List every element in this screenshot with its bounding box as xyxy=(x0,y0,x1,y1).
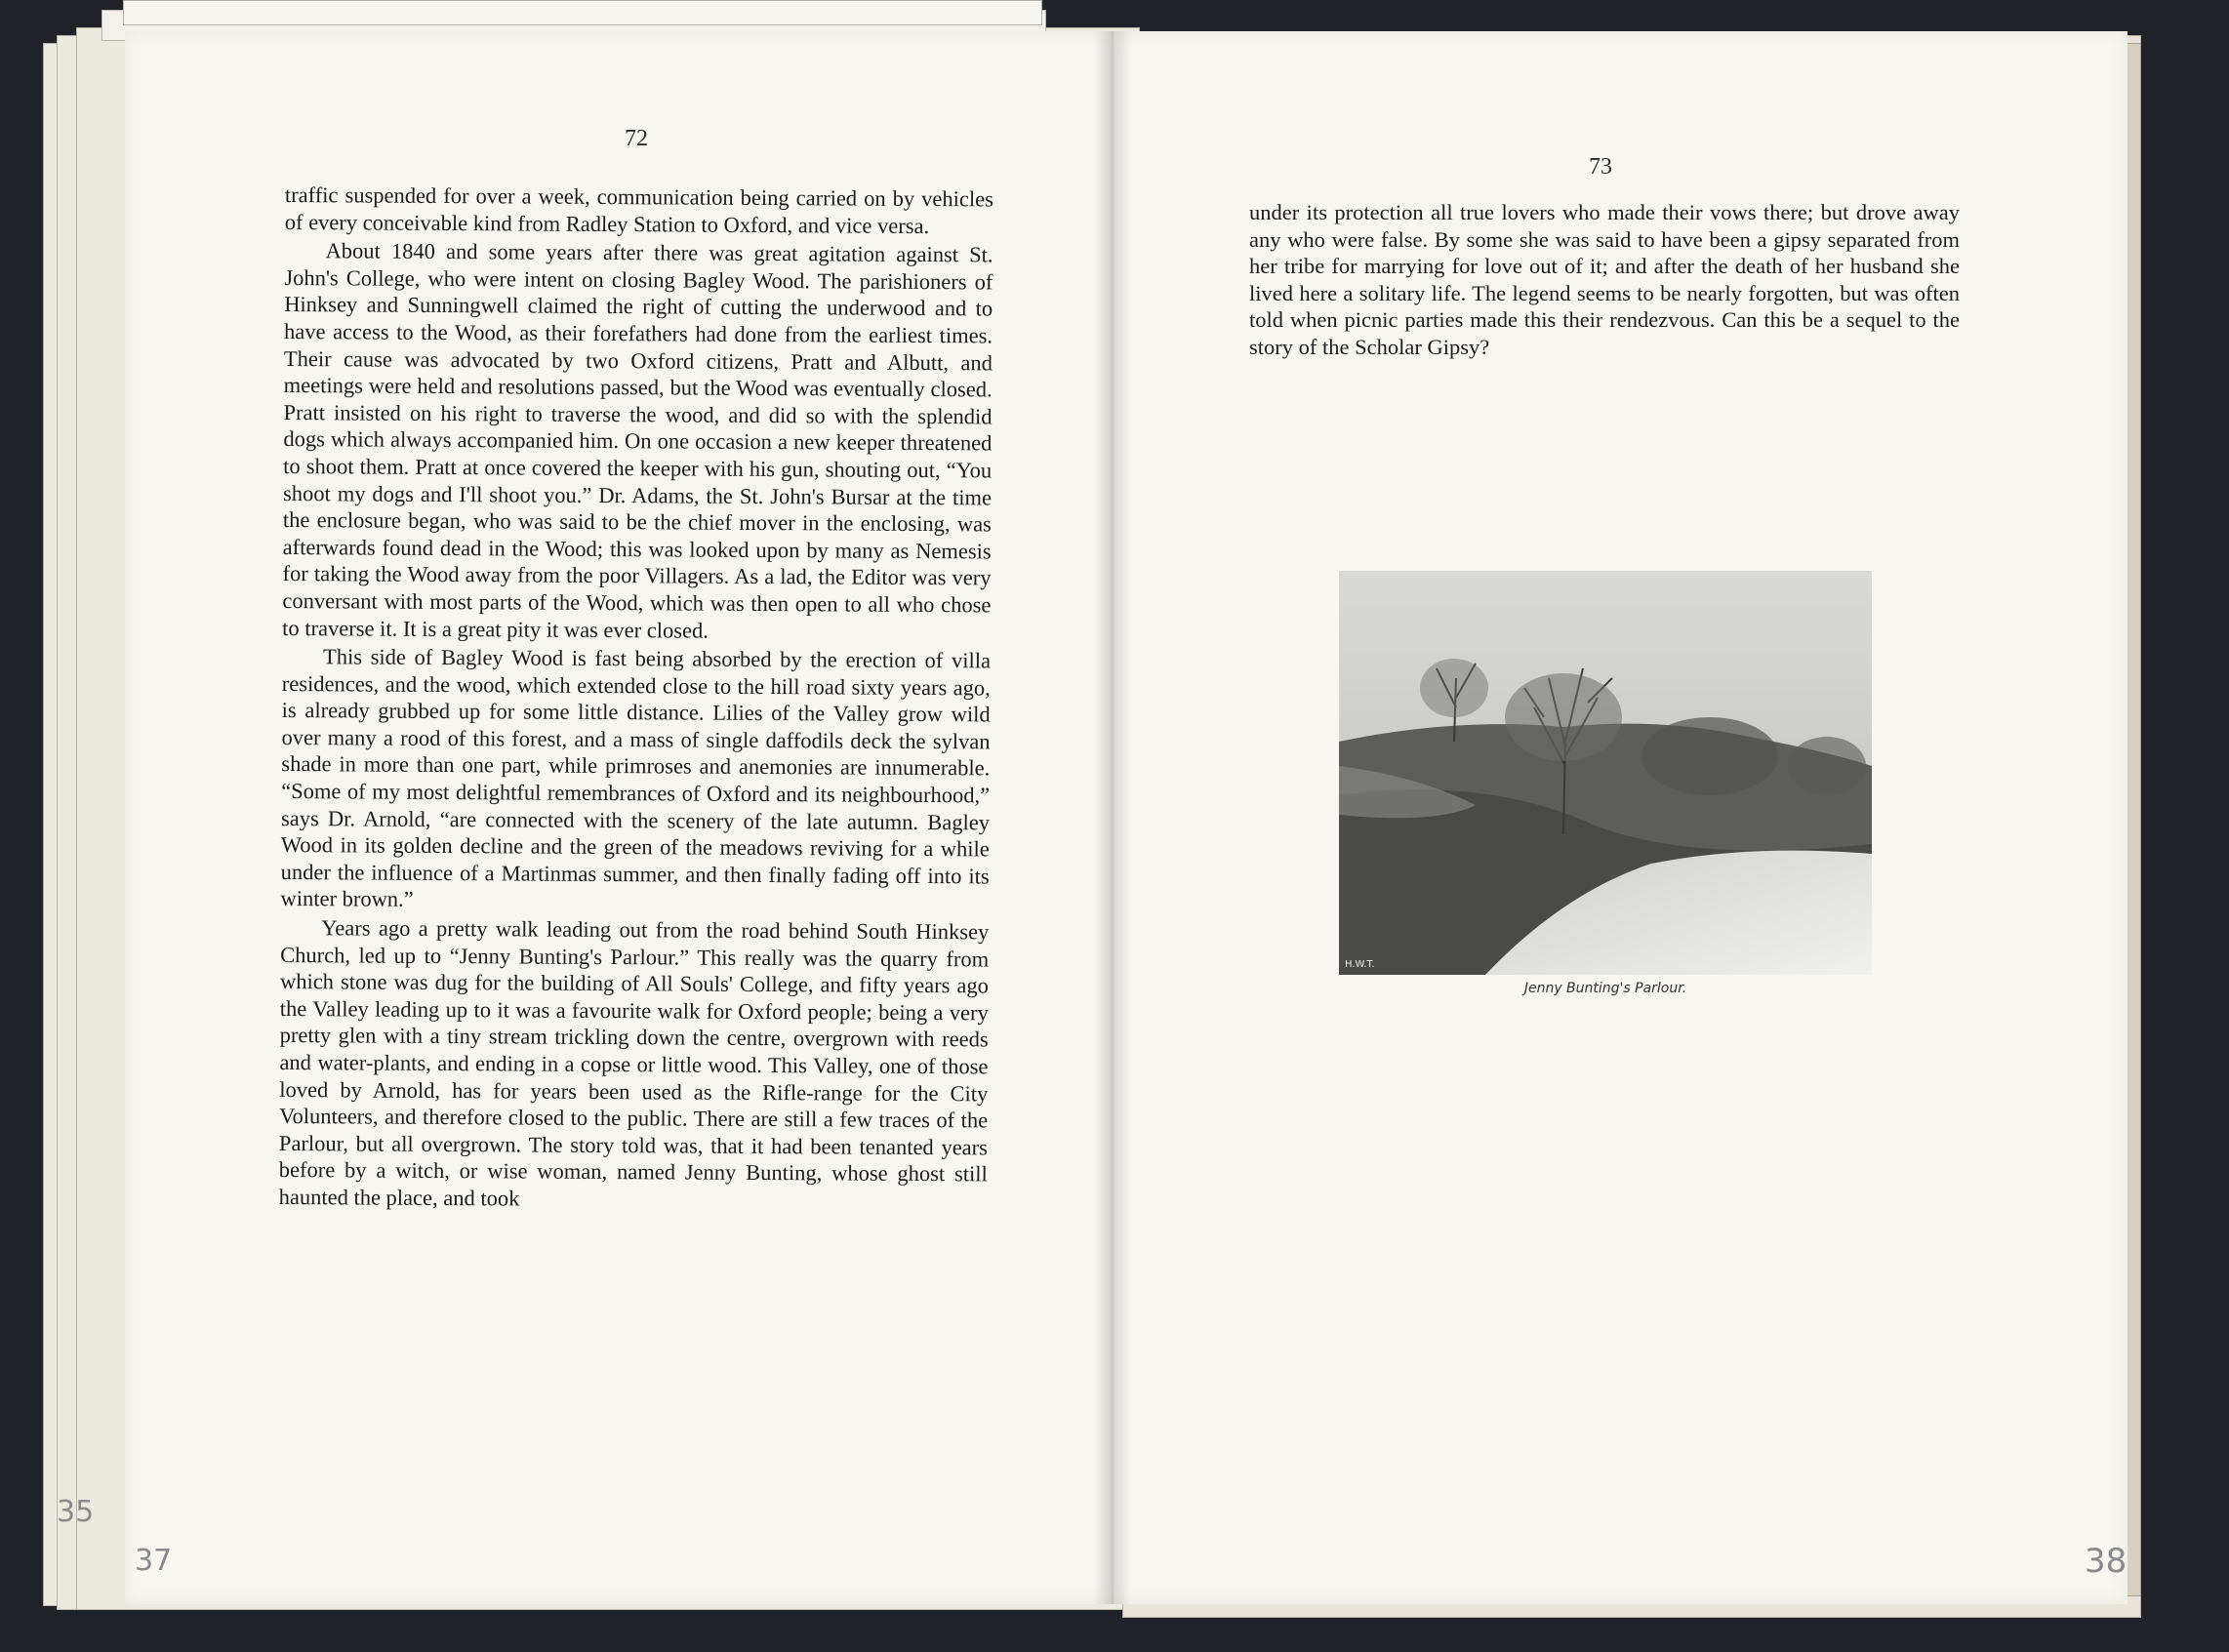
photo-illustration xyxy=(1339,571,1872,975)
paragraph: About 1840 and some years after there was great agitation against St. John's College, who were intent on closing Bagley Wood. The parishioners of Hinksey and Sunningwell claimed the right of cutting the underwood and to have access to the Wood, as their forefathers had done from the earliest times. Their cause was advocated by two Oxford citizens, Pratt and Albutt, and meetings were held and resolutions passed, but the Wood was eventually closed. Pratt insisted on his right to traverse the wood, and did so with the splendid dogs which always accompanied him. On one occasion a new keeper threatened to shoot them. Pratt at once covered the keeper with his gun, shouting out, “You shoot my dogs and I'll shoot you.” Dr. Adams, the St. John's Bursar at the time the enclosure began, who was said to be the chief mover in the enclosing, was afterwards found dead in the Wood; this was looked upon by many as Nemesis for taking the Wood away from the poor Villagers. As a lad, the Editor was very conversant with most parts of the Wood, which was then open to all who chose to traverse it. It is a great pity it was ever closed. xyxy=(282,238,993,643)
photo-initials: H.W.T. xyxy=(1345,959,1375,970)
pencil-mark: 35 xyxy=(57,1495,95,1529)
photo-caption: Jenny Bunting's Parlour. xyxy=(1523,981,1687,996)
right-page-number: 73 xyxy=(1589,154,1612,180)
pencil-mark: 38 xyxy=(2085,1542,2128,1581)
paragraph: This side of Bagley Wood is fast being absorbed by the erection of villa residences, and the wood, which extended close to the hill road sixty years ago, is already grubbed up for some little distance. Lilies of the Valley grow wild over many a rood of this forest, and a mass of single daffodils deck the sylvan shade in more than one part, while primroses and anemonies are innumerable. “Some of my most delightful remembrances of Oxford and its neighbourhood,” says Dr. Arnold, “are connected with the scenery of the late autumn. Bagley Wood in its golden decline and the green of the meadows reviving for a while under the influence of a Martinmas summer, and then finally fading off into its winter brown.” xyxy=(280,644,992,912)
right-page-text xyxy=(1249,199,1960,361)
left-page-text xyxy=(279,181,993,1215)
paragraph: Years ago a pretty walk leading out from the road behind South Hinksey Church, led up to “Jenny Bunting's Parlour.” This really was the quarry from which stone was dug for the building of All Souls' College, and fifty years ago the Valley leading up to it was a favourite walk for Oxford people; being a very pretty glen with a tiny stream trickling down the centre, overgrown with reeds and water-plants, and ending in a copse or little wood. This Valley, one of those loved by Arnold, has for years been used as the Rifle-range for the City Volunteers, and therefore closed to the public. There are still a few traces of the Parlour, but all overgrown. The story told was, that it had been tenanted years before by a witch, or wise woman, named Jenny Bunting, whose ghost still haunted the place, and took xyxy=(278,915,990,1211)
pencil-mark: 37 xyxy=(135,1544,173,1578)
paragraph: traffic suspended for over a week, communication being carried on by vehicles of every conceivable kind from Radley Station to Oxford, and vice versa. xyxy=(284,181,993,238)
book-gutter xyxy=(1093,31,1132,1604)
landscape-photo xyxy=(1339,571,1872,975)
paragraph: under its protection all true lovers who made their vows there; but drove away any who were false. By some she was said to have been a gipsy separated from her tribe for marrying for love out of it; and after the death of her husband she lived here a solitary life. The legend seems to be nearly forgotten, but was often told when picnic parties made this their rendezvous. Can this be a sequel to the story of the Scholar Gipsy? xyxy=(1249,200,1960,359)
page-edge xyxy=(123,0,1042,25)
left-page-number: 72 xyxy=(625,126,648,151)
